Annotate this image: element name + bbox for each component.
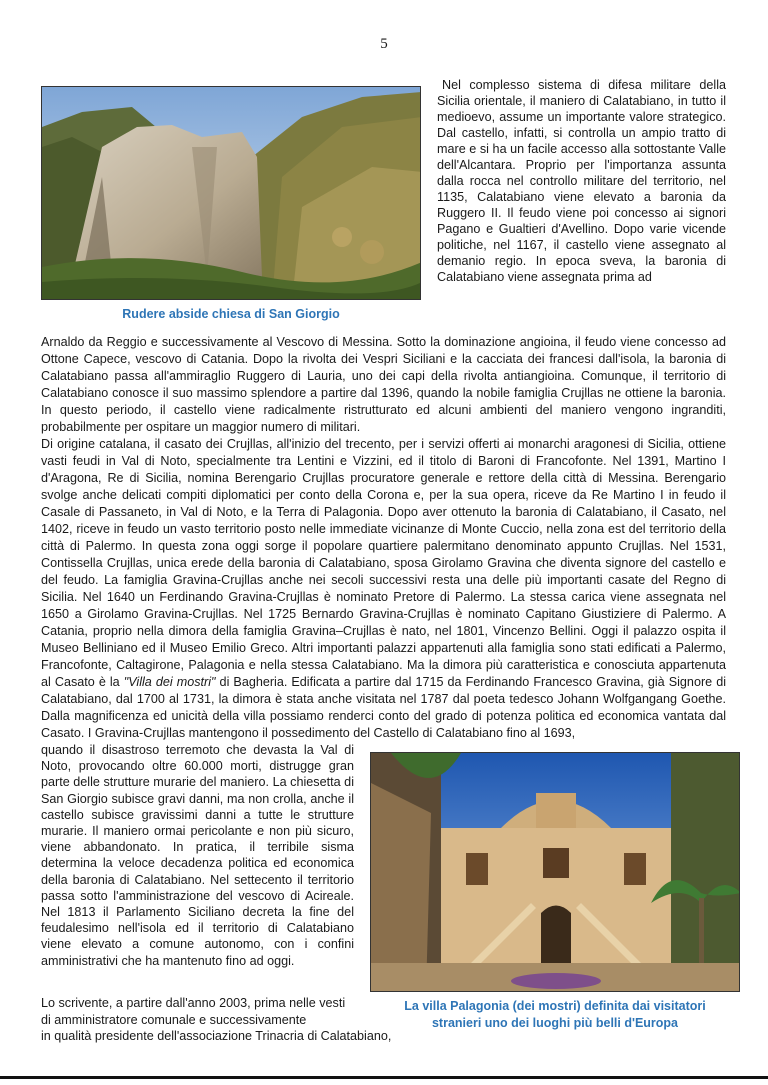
ruins-photo — [41, 86, 421, 300]
page-number: 5 — [380, 36, 388, 52]
intro-paragraph: Nel complesso sistema di difesa militare della Sicilia orientale, il maniero di Calatabiano, in tutto il medioevo, assume un importante valore strategico. Dal castello, infatti, si controlla un ampio tratto di mare e si ha un facile accesso alla sottostante Valle dell'Alcantara. Proprio per l'importanza assunta dalla rocca nel controllo militare del territorio, nel 1135, Calatabiano viene elevato a baronia da Ruggero II. Il feudo viene poi concesso ai signori Pagano e Gualtieri d'Avellino. Dopo varie vicende politiche, nel 1167, il castello viene assegnato al demanio regio. In epoca sveva, la baronia di Calatabiano viene assegnata prima ad — [437, 78, 726, 284]
villa-palagonia-photo — [370, 752, 740, 992]
figure-caption-ruins: Rudere abside chiesa di San Giorgio — [122, 307, 340, 321]
figure-caption-villa-line1: La villa Palagonia (dei mostri) definita dai visitatori — [404, 999, 706, 1013]
closing-line-1: Lo scrivente, a partire dall'anno 2003, prima nelle vesti — [41, 996, 346, 1010]
main-body — [41, 334, 726, 742]
closing-line-2: di amministratore comunale e successivamente — [41, 1012, 307, 1027]
villa-name-italic: "Villa dei mostri" — [123, 675, 216, 689]
bottom-rule — [0, 1076, 768, 1079]
ruins-illustration — [42, 87, 421, 300]
figure-caption-villa-line2: stranieri uno dei luoghi più belli d'Europa — [431, 1016, 679, 1030]
paragraph-angevin-period: Arnaldo da Reggio e successivamente al Vescovo di Messina. Sotto la dominazione angioina, il feudo viene concesso ad Ottone Capece, vescovo di Catania. Dopo la rivolta dei Vespri Siciliani e la cacciata dei francesi dall'isola, la baronia di Calatabiano passa all'ammiraglio Ruggero di Lauria, uno dei capi della rivolta antiangioina. Comunque, il territorio di Calatabiano conosce il suo massimo splendore a partire dal 1396, quando la nobile famiglia Crujllas ne ottiene la baronia. In questo periodo, il castello viene radicalmente ristrutturato ed alcuni ambienti del maniero vengono ingranditi, probabilmente per ospitare un maggior numero di militari. — [41, 335, 726, 434]
figure-caption-villa — [380, 998, 730, 1032]
earthquake-paragraph-block — [41, 742, 354, 969]
paragraph-crujllas-text-a: Di origine catalana, il casato dei Crujllas, all'inizio del trecento, per i servizi offerti ai monarchi aragonesi di Sicilia, ottiene vasti feudi in Val di Noto, specialmente tra Lentini e Vizzini, ed il titolo di Baroni di Francofonte. Nel 1391, Martino I d'Aragona, Re di Sicilia, nomina Berengario Crujllas procuratore generale e rettore della città di Messina. Berengario svolge anche delicati compiti diplomatici per conto della Corona e, per la sua opera, riceve da Re Martino I in feudo il Casale di Passaneto, in Val di Noto, e la Terra di Palagonia. Dopo aver ottenuto la baronia di Calatabiano, il Casato, nel 1402, riceve in feudo un vasto territorio posto nelle immediate vicinanze di Monte Cuccio, nella zona est del territorio della città di Palermo. In questa zona oggi sorge il popolare quartiere palermitano denominato appunto Crujllas. Nel 1531, Contissella Crujllas, unica erede della baronia di Calatabiano, sposa Girolamo Gravina che diventa signore del castello e del feudo. La famiglia Gravina-Crujllas anche nei secoli successivi resta una delle più importanti casate del Regno di Sicilia. Nel 1640 un Ferdinando Gravina-Crujllas è nominato Pretore di Palermo. La stessa carica viene assegnata nel 1650 a Girolamo Gravina-Crujllas. Nel 1725 Bernardo Gravina-Crujllas è nominato Capitano Giustiziere di Palermo. A Catania, proprio nella dimora della famiglia Gravina–Crujllas è nato, nel 1801, Vincenzo Bellini. Oggi il palazzo ospita il Museo Belliniano ed il Museo Emilio Greco. Altri importanti palazzi appartenuti alla famiglia sono stati edificati a Palermo, Francofonte, Caltagirone, Palagonia e nella stessa Calatabiano. Ma la dimora più caratteristica e conosciuta appartenuta al Casato è la — [41, 437, 726, 689]
villa-illustration — [371, 753, 740, 992]
paragraph-earthquake: quando il disastroso terremoto che devasta la Val di Noto, provocando oltre 60.000 morti, distrugge gran parte delle strutture murarie del maniero. La chiesetta di San Giorgio subisce gravi danni, ma non crolla, anche il castello subisce gravissimi danni a tutte le strutture murarie. Il maniero ormai pericolante e non più sicuro, viene abbandonato. In pratica, il terribile sisma determina la veloce decadenza politica ed economica della baronia di Calatabiano. Nel settecento il territorio passa sotto l'amministrazione del vescovo di Acireale. Nel 1813 il Parlamento Siciliano decreta la fine del feudalesimo nell'isola ed il territorio di Calatabiano viene elevato a comune autonomo, con i confini amministrativi che ha mantenuto fino ad oggi. — [41, 743, 354, 968]
closing-line-3: in qualità presidente dell'associazione Trinacria di Calatabiano, — [41, 1029, 392, 1043]
paragraph-crujllas-text-b: di Bagheria. Edificata a partire dal 1715 da Ferdinando Francesco Gravina, già Signore di Calatabiano, dal 1700 al 1731, la dimora è stata anche visitata nel 1787 dal poeta tedesco Johann Wolfgangang Goethe. Dalla magnificenza ed unicità della villa possiamo renderci conto del grado di potenza politica ed economica vantata dal Casato. I Gravina-Crujllas mantengono il possedimento del Castello di Calatabiano fino al 1693, — [41, 675, 727, 740]
paragraph-crujllas-family — [41, 436, 726, 742]
closing-paragraph — [41, 995, 401, 1045]
